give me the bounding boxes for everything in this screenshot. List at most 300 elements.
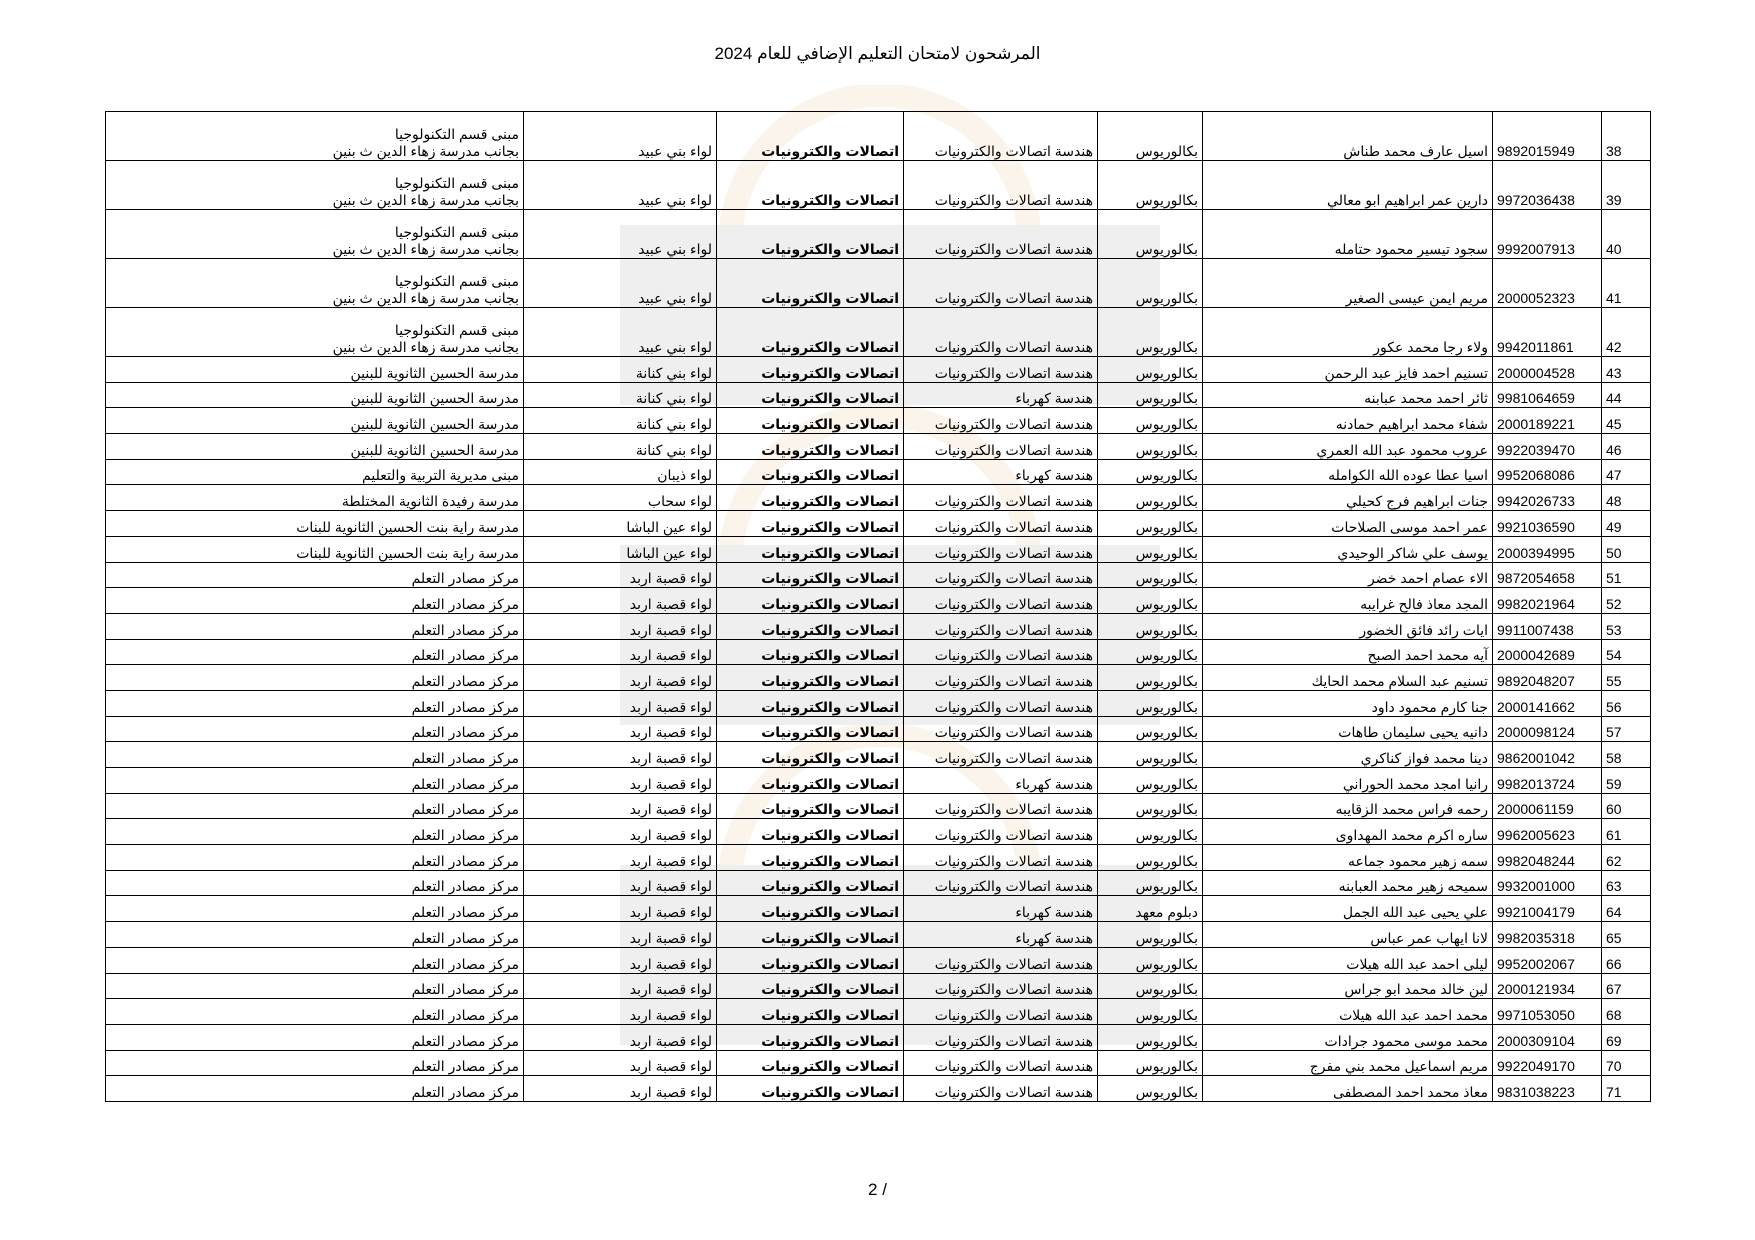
candidate-name-cell: محمد موسى محمود جرادات: [1203, 1024, 1493, 1050]
district-cell: لواء قصبة اربد: [524, 768, 717, 794]
district-cell: لواء قصبة اربد: [524, 1050, 717, 1076]
major-cell: هندسة اتصالات والكترونيات: [904, 408, 1098, 434]
candidate-name-cell: سمه زهير محمود جماعه: [1203, 845, 1493, 871]
exam-center-cell: [106, 716, 524, 742]
district-cell: لواء بني كنانة: [524, 434, 717, 460]
candidate-name-cell: اسيا عطا عوده الله الكوامله: [1203, 459, 1493, 485]
exam-center-line: مبنى قسم التكنولوجيا: [394, 224, 519, 240]
row-number-cell: 42: [1602, 308, 1651, 357]
row-number-cell: 63: [1602, 870, 1651, 896]
exam-category-cell: اتصالات والكترونيات: [717, 1024, 904, 1050]
degree-cell: بكالوريوس: [1098, 259, 1203, 308]
major-cell: هندسة اتصالات والكترونيات: [904, 819, 1098, 845]
exam-category-cell: اتصالات والكترونيات: [717, 1050, 904, 1076]
row-number-cell: 64: [1602, 896, 1651, 922]
row-number-cell: 49: [1602, 511, 1651, 537]
candidate-name-cell: رحمه فراس محمد الزقايبه: [1203, 793, 1493, 819]
degree-cell: بكالوريوس: [1098, 459, 1203, 485]
exam-category-cell: اتصالات والكترونيات: [717, 485, 904, 511]
degree-cell: بكالوريوس: [1098, 408, 1203, 434]
exam-center-cell: [106, 742, 524, 768]
major-cell: هندسة اتصالات والكترونيات: [904, 511, 1098, 537]
district-cell: لواء قصبة اربد: [524, 947, 717, 973]
exam-center-cell: [106, 434, 524, 460]
candidate-id-cell: 2000004528: [1493, 357, 1602, 383]
exam-center-line: مدرسة راية بنت الحسين الثانوية للبنات: [296, 544, 519, 561]
degree-cell: بكالوريوس: [1098, 947, 1203, 973]
exam-category-cell: اتصالات والكترونيات: [717, 716, 904, 742]
district-cell: لواء سحاب: [524, 485, 717, 511]
major-cell: هندسة كهرباء: [904, 922, 1098, 948]
district-cell: لواء عين الباشا: [524, 511, 717, 537]
row-number-cell: 47: [1602, 459, 1651, 485]
candidate-name-cell: معاذ محمد احمد المصطفى: [1203, 1076, 1493, 1102]
candidate-id-cell: 9892015949: [1493, 112, 1602, 161]
degree-cell: بكالوريوس: [1098, 1076, 1203, 1102]
exam-center-cell: [106, 1076, 524, 1102]
exam-center-cell: [106, 819, 524, 845]
exam-center-line: مركز مصادر التعلم: [411, 1006, 519, 1023]
exam-center-cell: [106, 112, 524, 161]
candidate-id-cell: 9982013724: [1493, 768, 1602, 794]
exam-center-line: مدرسة الحسين الثانوية للبنين: [350, 364, 519, 381]
major-cell: هندسة اتصالات والكترونيات: [904, 947, 1098, 973]
table-row: [106, 1050, 1651, 1076]
row-number-cell: 46: [1602, 434, 1651, 460]
candidate-id-cell: 9872054658: [1493, 562, 1602, 588]
candidate-id-cell: 2000052323: [1493, 259, 1602, 308]
table-row: [106, 112, 1651, 161]
table-row: [106, 613, 1651, 639]
candidate-id-cell: 9962005623: [1493, 819, 1602, 845]
exam-category-cell: اتصالات والكترونيات: [717, 922, 904, 948]
major-cell: هندسة اتصالات والكترونيات: [904, 1024, 1098, 1050]
major-cell: هندسة كهرباء: [904, 768, 1098, 794]
table-row: [106, 511, 1651, 537]
exam-center-line: مركز مصادر التعلم: [411, 698, 519, 715]
table-row: [106, 845, 1651, 871]
table-row: [106, 665, 1651, 691]
degree-cell: بكالوريوس: [1098, 511, 1203, 537]
candidate-id-cell: 2000061159: [1493, 793, 1602, 819]
district-cell: لواء بني عبيد: [524, 308, 717, 357]
candidate-id-cell: 9932001000: [1493, 870, 1602, 896]
candidate-name-cell: ليلى احمد عبد الله هيلات: [1203, 947, 1493, 973]
candidate-id-cell: 2000309104: [1493, 1024, 1602, 1050]
exam-category-cell: اتصالات والكترونيات: [717, 308, 904, 357]
candidate-id-cell: 9942011861: [1493, 308, 1602, 357]
degree-cell: بكالوريوس: [1098, 973, 1203, 999]
candidates-table: [105, 111, 1651, 1102]
exam-center-line: مركز مصادر التعلم: [411, 595, 519, 612]
candidate-name-cell: علي يحيى عبد الله الجمل: [1203, 896, 1493, 922]
exam-category-cell: اتصالات والكترونيات: [717, 613, 904, 639]
row-number-cell: 40: [1602, 210, 1651, 259]
exam-center-cell: [106, 459, 524, 485]
exam-center-line: مركز مصادر التعلم: [411, 981, 519, 998]
exam-category-cell: اتصالات والكترونيات: [717, 690, 904, 716]
row-number-cell: 54: [1602, 639, 1651, 665]
district-cell: لواء قصبة اربد: [524, 665, 717, 691]
exam-center-line: مدرسة الحسين الثانوية للبنين: [350, 441, 519, 458]
candidate-name-cell: سميحه زهير محمد العبابنه: [1203, 870, 1493, 896]
exam-category-cell: اتصالات والكترونيات: [717, 588, 904, 614]
exam-center-line: مبنى قسم التكنولوجيا: [394, 322, 519, 338]
candidate-id-cell: 9972036438: [1493, 161, 1602, 210]
candidate-name-cell: يوسف علي شاكر الوحيدي: [1203, 536, 1493, 562]
table-row: [106, 1076, 1651, 1102]
row-number-cell: 53: [1602, 613, 1651, 639]
exam-center-line: مركز مصادر التعلم: [411, 1058, 519, 1075]
major-cell: هندسة اتصالات والكترونيات: [904, 845, 1098, 871]
exam-category-cell: اتصالات والكترونيات: [717, 112, 904, 161]
row-number-cell: 38: [1602, 112, 1651, 161]
candidate-name-cell: عمر احمد موسى الصلاحات: [1203, 511, 1493, 537]
table-row: [106, 434, 1651, 460]
candidate-id-cell: 9922039470: [1493, 434, 1602, 460]
candidate-id-cell: 9892048207: [1493, 665, 1602, 691]
table-row: [106, 259, 1651, 308]
exam-category-cell: اتصالات والكترونيات: [717, 845, 904, 871]
degree-cell: بكالوريوس: [1098, 819, 1203, 845]
table-row: [106, 922, 1651, 948]
candidate-id-cell: 2000141662: [1493, 690, 1602, 716]
exam-center-line: بجانب مدرسة زهاء الدين ث بنين: [332, 241, 519, 257]
candidate-name-cell: جنا كارم محمود داود: [1203, 690, 1493, 716]
row-number-cell: 61: [1602, 819, 1651, 845]
exam-center-cell: [106, 536, 524, 562]
district-cell: لواء قصبة اربد: [524, 716, 717, 742]
table-row: [106, 357, 1651, 383]
major-cell: هندسة اتصالات والكترونيات: [904, 690, 1098, 716]
candidate-name-cell: المجد معاذ فالح غرايبه: [1203, 588, 1493, 614]
district-cell: لواء قصبة اربد: [524, 613, 717, 639]
exam-center-line: مركز مصادر التعلم: [411, 827, 519, 844]
candidate-name-cell: ثائر احمد محمد عبابنه: [1203, 382, 1493, 408]
row-number-cell: 57: [1602, 716, 1651, 742]
row-number-cell: 55: [1602, 665, 1651, 691]
exam-category-cell: اتصالات والكترونيات: [717, 973, 904, 999]
exam-center-line: مركز مصادر التعلم: [411, 801, 519, 818]
major-cell: هندسة اتصالات والكترونيات: [904, 793, 1098, 819]
row-number-cell: 45: [1602, 408, 1651, 434]
major-cell: هندسة كهرباء: [904, 896, 1098, 922]
candidate-name-cell: محمد احمد عبد الله هيلات: [1203, 999, 1493, 1025]
district-cell: لواء قصبة اربد: [524, 742, 717, 768]
exam-center-line: بجانب مدرسة زهاء الدين ث بنين: [332, 290, 519, 306]
degree-cell: بكالوريوس: [1098, 793, 1203, 819]
candidate-name-cell: ولاء رجا محمد عكور: [1203, 308, 1493, 357]
row-number-cell: 51: [1602, 562, 1651, 588]
exam-center-line: مبنى قسم التكنولوجيا: [394, 175, 519, 191]
district-cell: لواء قصبة اربد: [524, 588, 717, 614]
candidate-name-cell: اسيل عارف محمد طناش: [1203, 112, 1493, 161]
major-cell: هندسة اتصالات والكترونيات: [904, 613, 1098, 639]
candidate-name-cell: دانيه يحيى سليمان طاهات: [1203, 716, 1493, 742]
district-cell: لواء قصبة اربد: [524, 870, 717, 896]
exam-center-cell: [106, 768, 524, 794]
candidate-id-cell: 9982035318: [1493, 922, 1602, 948]
district-cell: لواء قصبة اربد: [524, 793, 717, 819]
exam-category-cell: اتصالات والكترونيات: [717, 1076, 904, 1102]
major-cell: هندسة اتصالات والكترونيات: [904, 485, 1098, 511]
major-cell: هندسة اتصالات والكترونيات: [904, 161, 1098, 210]
candidate-id-cell: 9922049170: [1493, 1050, 1602, 1076]
exam-center-line: مدرسة رفيدة الثانوية المختلطة: [341, 493, 519, 510]
exam-category-cell: اتصالات والكترونيات: [717, 210, 904, 259]
degree-cell: بكالوريوس: [1098, 112, 1203, 161]
district-cell: لواء بني كنانة: [524, 382, 717, 408]
exam-center-line: مركز مصادر التعلم: [411, 1083, 519, 1100]
candidate-id-cell: 9981064659: [1493, 382, 1602, 408]
candidate-id-cell: 9942026733: [1493, 485, 1602, 511]
exam-center-line: مركز مصادر التعلم: [411, 852, 519, 869]
exam-center-line: مركز مصادر التعلم: [411, 570, 519, 587]
row-number-cell: 50: [1602, 536, 1651, 562]
degree-cell: بكالوريوس: [1098, 485, 1203, 511]
exam-center-cell: [106, 485, 524, 511]
exam-center-cell: [106, 613, 524, 639]
degree-cell: بكالوريوس: [1098, 999, 1203, 1025]
exam-center-cell: [106, 1050, 524, 1076]
district-cell: لواء قصبة اربد: [524, 922, 717, 948]
district-cell: لواء بني عبيد: [524, 112, 717, 161]
row-number-cell: 44: [1602, 382, 1651, 408]
exam-center-cell: [106, 845, 524, 871]
major-cell: هندسة كهرباء: [904, 382, 1098, 408]
exam-category-cell: اتصالات والكترونيات: [717, 639, 904, 665]
candidate-name-cell: دينا محمد فواز كناكري: [1203, 742, 1493, 768]
exam-center-cell: [106, 639, 524, 665]
exam-center-cell: [106, 382, 524, 408]
table-row: [106, 999, 1651, 1025]
table-row: [106, 793, 1651, 819]
major-cell: هندسة اتصالات والكترونيات: [904, 1050, 1098, 1076]
exam-category-cell: اتصالات والكترونيات: [717, 999, 904, 1025]
exam-category-cell: اتصالات والكترونيات: [717, 742, 904, 768]
candidate-name-cell: جنات ابراهيم فرج كحيلي: [1203, 485, 1493, 511]
candidate-name-cell: دارين عمر ابراهيم ابو معالي: [1203, 161, 1493, 210]
exam-center-line: مركز مصادر التعلم: [411, 955, 519, 972]
row-number-cell: 66: [1602, 947, 1651, 973]
table-row: [106, 896, 1651, 922]
exam-center-cell: [106, 588, 524, 614]
major-cell: هندسة اتصالات والكترونيات: [904, 1076, 1098, 1102]
district-cell: لواء قصبة اربد: [524, 999, 717, 1025]
table-row: [106, 562, 1651, 588]
exam-center-cell: [106, 690, 524, 716]
degree-cell: بكالوريوس: [1098, 690, 1203, 716]
major-cell: هندسة اتصالات والكترونيات: [904, 973, 1098, 999]
candidate-id-cell: 9971053050: [1493, 999, 1602, 1025]
exam-category-cell: اتصالات والكترونيات: [717, 511, 904, 537]
table-row: [106, 819, 1651, 845]
district-cell: لواء ذيبان: [524, 459, 717, 485]
exam-center-line: مركز مصادر التعلم: [411, 750, 519, 766]
candidate-name-cell: تسنيم احمد فايز عبد الرحمن: [1203, 357, 1493, 383]
table-row: [106, 947, 1651, 973]
exam-center-cell: [106, 210, 524, 259]
candidate-name-cell: لين خالد محمد ابو جراس: [1203, 973, 1493, 999]
district-cell: لواء قصبة اربد: [524, 845, 717, 871]
exam-center-cell: [106, 870, 524, 896]
exam-center-line: مركز مصادر التعلم: [411, 647, 519, 664]
exam-center-cell: [106, 562, 524, 588]
major-cell: هندسة كهرباء: [904, 459, 1098, 485]
exam-center-line: مبنى مديرية التربية والتعليم: [362, 467, 519, 484]
candidate-name-cell: رانيا امجد محمد الحوراني: [1203, 768, 1493, 794]
exam-center-line: بجانب مدرسة زهاء الدين ث بنين: [332, 192, 519, 208]
candidate-name-cell: سجود تيسير محمود حتامله: [1203, 210, 1493, 259]
candidate-id-cell: 9952002067: [1493, 947, 1602, 973]
exam-center-line: مدرسة الحسين الثانوية للبنين: [350, 390, 519, 407]
major-cell: هندسة اتصالات والكترونيات: [904, 665, 1098, 691]
degree-cell: دبلوم معهد: [1098, 896, 1203, 922]
exam-center-line: مبنى قسم التكنولوجيا: [394, 273, 519, 289]
exam-center-line: مركز مصادر التعلم: [411, 775, 519, 792]
table-row: [106, 973, 1651, 999]
exam-center-line: مدرسة راية بنت الحسين الثانوية للبنات: [296, 518, 519, 535]
degree-cell: بكالوريوس: [1098, 357, 1203, 383]
candidate-name-cell: مريم ايمن عيسى الصغير: [1203, 259, 1493, 308]
major-cell: هندسة اتصالات والكترونيات: [904, 536, 1098, 562]
major-cell: هندسة اتصالات والكترونيات: [904, 308, 1098, 357]
exam-center-cell: [106, 308, 524, 357]
degree-cell: بكالوريوس: [1098, 161, 1203, 210]
row-number-cell: 39: [1602, 161, 1651, 210]
table-row: [106, 768, 1651, 794]
exam-center-cell: [106, 922, 524, 948]
major-cell: هندسة اتصالات والكترونيات: [904, 870, 1098, 896]
candidate-name-cell: شفاء محمد ابراهيم حمادنه: [1203, 408, 1493, 434]
degree-cell: بكالوريوس: [1098, 870, 1203, 896]
exam-category-cell: اتصالات والكترونيات: [717, 768, 904, 794]
district-cell: لواء بني عبيد: [524, 210, 717, 259]
major-cell: هندسة اتصالات والكترونيات: [904, 259, 1098, 308]
candidate-id-cell: 9911007438: [1493, 613, 1602, 639]
district-cell: لواء بني عبيد: [524, 259, 717, 308]
degree-cell: بكالوريوس: [1098, 1050, 1203, 1076]
table-row: [106, 690, 1651, 716]
major-cell: هندسة اتصالات والكترونيات: [904, 999, 1098, 1025]
table-row: [106, 408, 1651, 434]
exam-center-cell: [106, 1024, 524, 1050]
candidate-id-cell: 9862001042: [1493, 742, 1602, 768]
exam-center-cell: [106, 511, 524, 537]
exam-category-cell: اتصالات والكترونيات: [717, 459, 904, 485]
exam-category-cell: اتصالات والكترونيات: [717, 947, 904, 973]
candidate-id-cell: 2000042689: [1493, 639, 1602, 665]
candidate-name-cell: ايات رائد فائق الخضور: [1203, 613, 1493, 639]
table-row: [106, 161, 1651, 210]
row-number-cell: 43: [1602, 357, 1651, 383]
exam-center-cell: [106, 665, 524, 691]
district-cell: لواء قصبة اربد: [524, 896, 717, 922]
row-number-cell: 62: [1602, 845, 1651, 871]
degree-cell: بكالوريوس: [1098, 210, 1203, 259]
major-cell: هندسة اتصالات والكترونيات: [904, 742, 1098, 768]
district-cell: لواء قصبة اربد: [524, 1024, 717, 1050]
exam-category-cell: اتصالات والكترونيات: [717, 259, 904, 308]
table-row: [106, 716, 1651, 742]
major-cell: هندسة اتصالات والكترونيات: [904, 716, 1098, 742]
exam-category-cell: اتصالات والكترونيات: [717, 870, 904, 896]
candidate-id-cell: 9982021964: [1493, 588, 1602, 614]
exam-category-cell: اتصالات والكترونيات: [717, 382, 904, 408]
exam-category-cell: اتصالات والكترونيات: [717, 793, 904, 819]
district-cell: لواء بني عبيد: [524, 161, 717, 210]
exam-category-cell: اتصالات والكترونيات: [717, 357, 904, 383]
exam-center-line: مركز مصادر التعلم: [411, 724, 519, 741]
degree-cell: بكالوريوس: [1098, 922, 1203, 948]
exam-center-line: مبنى قسم التكنولوجيا: [394, 126, 519, 142]
district-cell: لواء قصبة اربد: [524, 819, 717, 845]
exam-center-line: مركز مصادر التعلم: [411, 878, 519, 895]
major-cell: هندسة اتصالات والكترونيات: [904, 357, 1098, 383]
table-row: [106, 459, 1651, 485]
exam-center-line: مركز مصادر التعلم: [411, 1032, 519, 1049]
table-row: [106, 536, 1651, 562]
row-number-cell: 70: [1602, 1050, 1651, 1076]
degree-cell: بكالوريوس: [1098, 536, 1203, 562]
exam-center-cell: [106, 793, 524, 819]
district-cell: لواء بني كنانة: [524, 357, 717, 383]
candidate-name-cell: آيه محمد احمد الصبح: [1203, 639, 1493, 665]
exam-center-cell: [106, 973, 524, 999]
row-number-cell: 59: [1602, 768, 1651, 794]
district-cell: لواء قصبة اربد: [524, 690, 717, 716]
candidate-id-cell: 9982048244: [1493, 845, 1602, 871]
degree-cell: بكالوريوس: [1098, 665, 1203, 691]
exam-center-line: مركز مصادر التعلم: [411, 672, 519, 689]
exam-center-line: مركز مصادر التعلم: [411, 929, 519, 946]
exam-category-cell: اتصالات والكترونيات: [717, 536, 904, 562]
exam-center-cell: [106, 408, 524, 434]
table-row: [106, 210, 1651, 259]
district-cell: لواء قصبة اربد: [524, 639, 717, 665]
candidate-name-cell: ساره اكرم محمد المهداوى: [1203, 819, 1493, 845]
degree-cell: بكالوريوس: [1098, 382, 1203, 408]
district-cell: لواء قصبة اربد: [524, 973, 717, 999]
degree-cell: بكالوريوس: [1098, 768, 1203, 794]
major-cell: هندسة اتصالات والكترونيات: [904, 588, 1098, 614]
degree-cell: بكالوريوس: [1098, 588, 1203, 614]
row-number-cell: 65: [1602, 922, 1651, 948]
candidate-name-cell: مريم اسماعيل محمد بني مفرج: [1203, 1050, 1493, 1076]
page-title: المرشحون لامتحان التعليم الإضافي للعام 2024: [714, 44, 1041, 63]
candidate-id-cell: 9952068086: [1493, 459, 1602, 485]
exam-center-cell: [106, 161, 524, 210]
row-number-cell: 69: [1602, 1024, 1651, 1050]
exam-center-line: مدرسة الحسين الثانوية للبنين: [350, 416, 519, 433]
row-number-cell: 52: [1602, 588, 1651, 614]
table-row: [106, 639, 1651, 665]
exam-category-cell: اتصالات والكترونيات: [717, 819, 904, 845]
exam-center-line: مركز مصادر التعلم: [411, 904, 519, 921]
candidate-id-cell: 2000189221: [1493, 408, 1602, 434]
district-cell: لواء عين الباشا: [524, 536, 717, 562]
table-row: [106, 308, 1651, 357]
degree-cell: بكالوريوس: [1098, 613, 1203, 639]
row-number-cell: 56: [1602, 690, 1651, 716]
candidate-id-cell: 9921004179: [1493, 896, 1602, 922]
row-number-cell: 48: [1602, 485, 1651, 511]
exam-category-cell: اتصالات والكترونيات: [717, 161, 904, 210]
table-row: [106, 485, 1651, 511]
table-row: [106, 588, 1651, 614]
exam-category-cell: اتصالات والكترونيات: [717, 408, 904, 434]
candidate-id-cell: 9831038223: [1493, 1076, 1602, 1102]
